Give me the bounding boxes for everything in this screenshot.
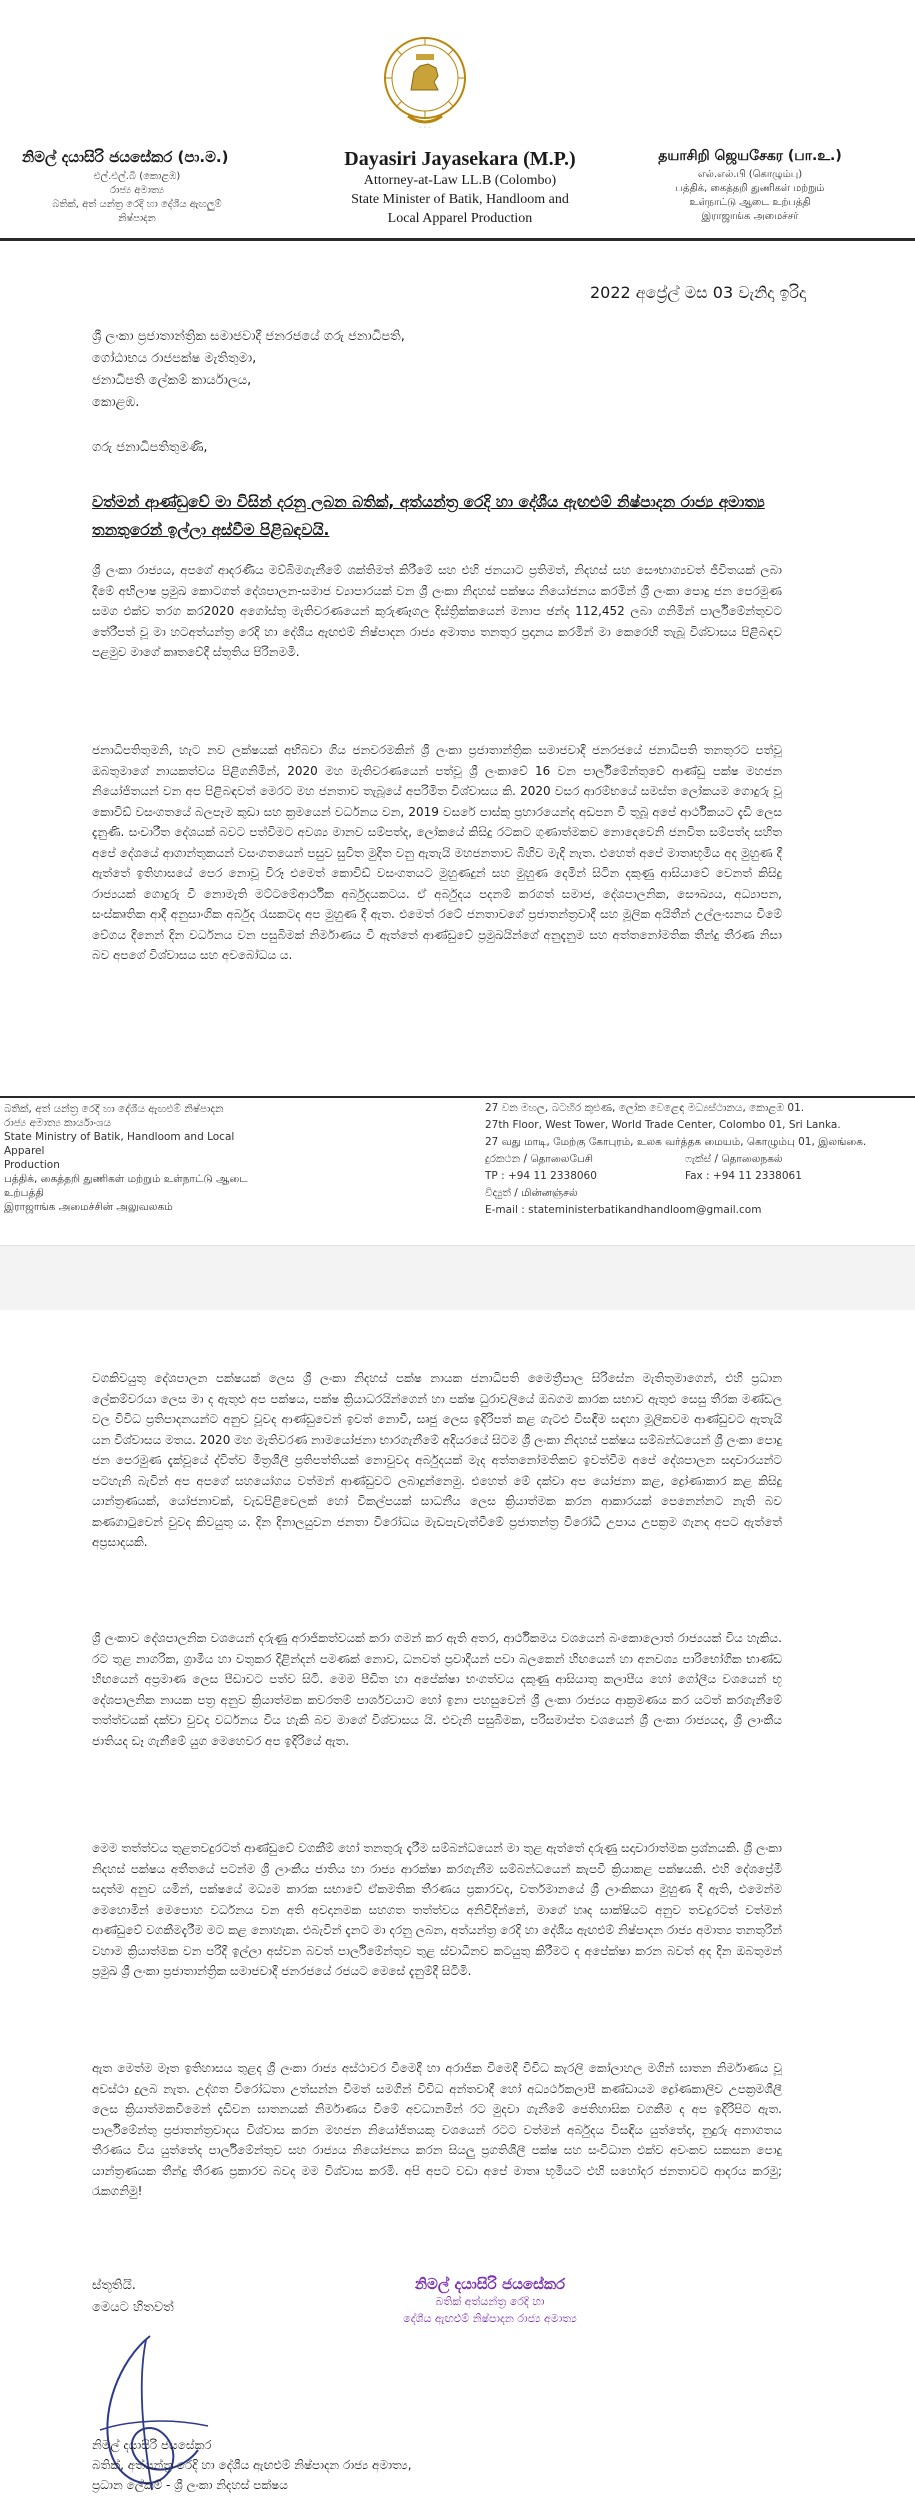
closing [92,2275,174,2319]
signatory-title: බතික්, අත්යන්ත්‍ර රෙදි හා දේශීය ඇඟළුම් නිෂ්පාදන රාජ්‍ය අමාත්‍ය, [92,2458,412,2472]
letterhead-line: உள்நாட்டு ஆடை உற்பத்தி [689,197,811,208]
footer-line: බතික්, අත් යන්ත්‍ර රෙදි හා දේශීය ඇඟළුම් නිෂ්පාදන [4,1103,224,1115]
salutation: ගරු ජනාධිපතිතුමණි, [92,440,208,455]
footer-contact [485,1100,885,1219]
letterhead-line: Attorney-at-Law LL.B (Colombo) [363,173,557,188]
stamp-line: දේශීය ඇඟළුම් නිෂ්පාදන රාජ්‍ය අමාත්‍ය [403,2312,577,2325]
body-paragraph: ඇත මෙත්ම මෑත ඉතිහාසය තුළද ශ්‍රී ලංකා රාජ්‍ය අස්ථාවර වීමෙදී හා අරාජික වීමෙදී විවිධ කැරලි කෝලාහල මගින් ඝාතන නිර්මාණය වූ අවස්ථා දුලබ නැත. උද්ගත විරෝධතා උත්සන්න වීමත් සමගින් විවිධ අන්තවාදී හෝ අධ්‍යර්ථකලාපී කණ්ඩායම ද්‍රෝණකාලිව උපක්‍රමශීලී ලෙස ක්‍රියාත්මකවීමෙන් දැඩිවන ඝාතනයක් නිර්මාණය වීමේ අවධානමින් රට මුදවා ගැනීමේ ජෙතිහාසික වගකීම ද අප ඉදිරිපිට ඇත. පාර්ලිමේන්තු ප්‍රජාතන්ත්‍රවාදය විශ්වාස කරන මහජන නියෝජිතයකු වශයෙන් රටට වත්මන් අර්බුදය විසඳිය යුත්තේද, නුදුරු අනාගතය තීරණය විය යුත්තේද පාර්ලිමේන්තුව සහ රාජ්‍යය නියෝජනය කරන සියලු ප්‍රගතිශීලී පක්ෂ සහ සංවිධාන එක්ව අවංකව සකසන පොදු යාන්ත්‍රණයක තීන්දු තීරණ ප්‍රකාරව බවද මම විශ්වාස කරමි. අපි අපට වඩා අපේ මාතෘ භූමියට එහි සහෝදර ජනතාවට ආදරය කරමු; රැකගනිමු! [92,2061,782,2198]
address-line: ජනාධිපති ලේකම් කාර්යාලය, [92,373,252,388]
footer-ministry [4,1102,264,1214]
stamp-line: බතික් අත්යන්ත්‍ර රෙදි හා [435,2295,545,2308]
footer-line: இராஜாங்க அமைச்சின் அலுவலகம் [4,1201,173,1213]
letter-page-1 [0,0,915,1245]
closing-line: ස්තූතියි. [92,2278,136,2293]
letterhead-english [305,148,615,228]
official-stamp [345,2275,635,2327]
address-line: ගෝඨාභය රාජපක්ෂ මැතිතුමා, [92,351,257,366]
fax-number: Fax : +94 11 2338061 [685,1170,802,1182]
letterhead-tamil [610,148,890,224]
body-paragraph: ශ්‍රී ලංකා රාජ්‍යය, අපගේ ආදරණීය මව්බිමගැනීමේ ශක්තිමත් කිරීමේ සහ එහි ජනයාට ප්‍රතිමත්, නිදහස් සහ සෞභාග්‍යවත් ජීවිතයක් ලබා දීමේ අභිලාෂ ප්‍රමුඛ කොටගත් දේශපාලන-සමාජ ව්‍යාපාරයක් වන ශ්‍රී ලංකා නිදහස් පක්ෂය නියෝජනය කරමින් ශ්‍රී ලංකා පොදු ජන පෙරමුණ සමග එක්ව තරග කර2020 අගෝස්තු මැතිවරණයෙන් කුරුණෑගල දිස්ත්‍රික්කයෙන් මනාප ඡන්ද 112,452 ලබා ගනිමින් පාර්ලිමේන්තුවට තේරීපත් වූ මා හටඅත්යන්ත්‍ර රෙදි හා දේශීය ඇඟළුම් නිෂ්පාදන රාජ්‍ය අමාත්‍ය තනතුර ප්‍රදානය කරමින් මා කෙරෙහි තැබූ විශ්වාසය පිළිබඳව පළමුව මාගේ කෘතවේදී ස්තූතිය පිරිනමමි. [92,563,782,659]
footer-address-en: 27th Floor, West Tower, World Trade Center, Colombo 01, Sri Lanka. [485,1119,841,1131]
letterhead-sinhala [22,148,292,226]
body-paragraph: ශ්‍රී ලංකාව දේශපාලනික වශයෙන් දරුණු අරාජිකත්වයක් කරා ගමන් කර ඇති අතර, ආර්ථිකමය වශයෙන් බංකොලොත් රාජ්‍යයක් විය හැකිය. රට තුළ නාගරික, ග්‍රාමීය හා වතුකර දිළින්දන් පමණක් නොව, ධනවත් ප්‍රවාදීයන් පවා බලකෙන් හිඟයෙන් හා අනවශ්‍ය පාරිභෝගික භාණ්ඩ හිඟයෙන් අප්‍රමාණ ලෙස පීඩාවට පත්ව සිටී. මෙම පීඩිත හා අපේක්ෂා භංගත්වය දකුණු ආසියාතු කලාපීය හෝ ගෝලීය වශයෙන් භූ දේශපාලනික නායක පත්‍ර අනුව ක්‍රියාත්මක කවරතම් පාර්ශවයාට හෝ ඉනා පහසුවෙන් ශ්‍රී ලංකා රාජ්‍යය ආක්‍රමණය කර යටත් කරගැනීමේ තත්ත්වයක් දක්වා වුවද වර්ධනය විය හැකි බව මාගේ විශ්වාසය යි. එවැනි පසුබිමක, පරිසමාප්ත වශයෙන් ශ්‍රී ලංකා රාජ්‍යයද, ශ්‍රී ලාංකීය ජාතියද ඩෑ ගැනීමේ යුග මෙහෙවර අප ඉදිරියේ ඇත. [92,1631,782,1748]
sri-lanka-emblem-icon [378,32,472,132]
letterhead-line: Local Apparel Production [387,211,533,226]
letterhead-line: இராஜாங்க அமைச்சர் [701,211,799,222]
footer-line: Production [4,1159,60,1171]
svg-text:◦ ◦ ◦: ◦ ◦ ◦ [418,125,432,131]
address-line: ශ්‍රී ලංකා ප්‍රජාතාන්ත්‍රික සමාජවාදී ජනරජයේ ගරු ජනාධිපති, [92,329,405,344]
email-label: විද්‍යුත් / மின்னஞ்சல் [485,1187,578,1199]
footer-line: රාජ්‍ය අමාත්‍ය කාර්යාංශය [4,1117,112,1129]
letterhead-line: බතික්, අත් යන්ත්‍ර රෙදි හා දේශීය ඇඟලුම් [52,199,222,210]
letterhead-line: එල්.එල්.බී (කොළඹ) [93,171,181,182]
minister-name-sinhala: නිමල් දයාසිරි ජයසේකර (පා.ම.) [22,148,229,166]
recipient-address [92,326,405,414]
signatory-name: නිමල් දයාසිරි ජයසේකර [92,2438,212,2452]
letterhead-line: எல்.எல்.பி (கொழும்பு) [697,169,803,180]
signatory-title: ප්‍රධාන ලේකම් - ශ්‍රී ලංකා නිදහස් පක්ෂය [92,2478,288,2492]
tel-number: TP : +94 11 2338060 [485,1170,597,1182]
fax-label: ෆැක්ස් / தொலைநகல் [685,1153,783,1165]
signatory-block [92,2435,412,2495]
letter-page-2 [0,1310,915,2512]
footer-divider [0,1096,915,1098]
footer-line: State Ministry of Batik, Handloom and Local Apparel [4,1131,235,1157]
footer-address-ta: 27 வது மாடி, மேற்கு கோபுரம், உலக வர்த்தக மையம், கொழும்பு 01, இலங்கை. [485,1136,867,1148]
minister-name-english: Dayasiri Jayasekara (M.P.) [344,148,576,170]
page-gap [0,1245,915,1312]
body-paragraph: මෙම තත්ත්වය තුළතවදුරටත් ආණ්ඩුවේ වගකීම් හෝ තනතුරු දැරීම සම්බන්ධයෙන් මා තුළ ඇත්තේ දරුණු සදාචාරාත්මක ප්‍රශ්නයකි. ශ්‍රී ලංකා නිදහස් පක්ෂය අතීතයේ පටන්ම ශ්‍රී ලාංකීය ජාතිය හා රාජ්‍ය ආරක්ෂා කරගැනීම සම්බන්ධයෙන් කැපවී ක්‍රියාකළ පක්ෂයකි. එහි දේශප්‍රේමී සදාත්‍ම අනුව යමින්, පක්ෂයේ මධ්‍යම කාරක සභාවේ ඒකමතික තීරණය ප්‍රකාරවද, වර්තමානයේ ශ්‍රී ලාංකිකයා මුහුණ දී ඇති, එමෙන්ම මෙහොමින් මෙපොහ වර්ධනය වන අති අවදානමක සහගත තත්ත්වය අනිවිදින්නේ, මාගේ හෘද සාක්ෂියට අනුව තවදුරටත් වත්මන් ආණ්ඩුවේ වගකීමදැරීම මට කළ නොහැක. එබැවින් දැනට මා දරනු ලබන, අත්යන්ත්‍ර රෙදි හා දේශීය ඇඟළුම් නිෂ්පාදන රාජ්‍ය අමාත්‍ය තනතුරින් වහාම ක්‍රියාත්මක වන පරිදී ඉල්ලා අස්වන බවත් පාර්ලිමේන්තුව තුළ ස්වාධීනව කටයුතු කිරීමට ද අපේක්ෂා කරන බවත් අද දින ඔබතුමන් ප්‍රමුඛ ශ්‍රී ලංකා ප්‍රජාතාන්ත්‍රික සමාජවාදී ජනරජයේ රජයට මෙසේ දැනුම්දී සිටිමි. [92,1841,782,1978]
address-line: කොළඹ. [92,395,140,410]
tel-label: දුරකථන / தொலைபேசி [485,1153,594,1165]
body-paragraph: ජනාධිපතිතුමනි, හැට නව ලක්ෂයක් අභිබවා ගිය ජනවරමකින් ශ්‍රී ලංකා ප්‍රජාතාන්ත්‍රික සමාජවාදී ජනරජයේ ජනාධිපති තනතුරට පත්වූ ඔබතුමාගේ නායකත්වය පිළිගනිමින්, 2020 මහ මැතිවරණයෙන් පත්වූ ශ්‍රී ලංකාවේ 16 වන පාර්ලිමේන්තුවේ ආණ්ඩු පක්ෂ මහජන නියෝජිතයන් වන අප පිළිබඳවත් මෙරට මහ ජනතාව තැබූයේ අපරිමිත විශ්වාසය කි. 2020 වසර ආරම්භයේ සමස්ත ලෝකයම ගොදුරු වූ කොවිඩ් වසංගතයේ බලපෑම කුඩා සහ ක්‍රමයෙන් වර්ධනය වන, 2019 වසරේ පාස්කු ප්‍රහාරයෙන්ද අඩපන වී තුබූ අපේ ආර්ථිකයට දැඩි ලෙස දැනුණි. සංචාරීත දේශයක් බවට පත්විමට අවශ්‍ය මානව සම්පත්ද, ලෝකයේ කිසිදු රටකට ගුණාත්මකව නොදෙවෙනි ජනවිත සම්පත්ද සහිත අපේ දේශයේ ආගාන්තුකයන් වසංගතයෙන් පසුව සුවිත මුදිත වනු ඇතැයි මහජනතාව බිහිව මැදි නැත. එහෙත් අපේ මාතෘභූමිය අද මුහුණ දී ඇත්තේ ඉතිහාසයේ පෙර නොවූ විරූ එමෙත් කොවිඩ් වසංගතයට මුහුණදුන් සහ මුහුණ දෙමින් සිටින දකුණු ආසියාවේ වෙනත් කිසිදු රාජ්‍යයක් ගොදුරු වී නොමැති මට්ටමේආර්ථික අර්බුදයකටය. ඒ අර්බුදය පදනම් කරගත් සමාජ, දේශපාලනික, සෞඛ්‍යය, අධ්‍යාපන, සංස්කෘතික ආදී අනුසාංගික අර්බුද රැසකටද අප මුහුණ දී ඇත. එමෙත් රටේ ජනතාවගේ ප්‍රජාතන්ත්‍රවාදී සහ මූලික අයිතීන් උල්ලංඝනය වීමේ වේගය දිනෙන් දින වර්ධනය වන පසුබිමක් නිර්මාණය වී ඇත්තේ ආණ්ඩුවේ ප්‍රමුඛයින්ගේ අනුදැනුම සහ අත්තනෝමතික තීන්දු තීරණ නිසා බව අපගේ විශ්වාසය සහ අවබෝධය ය. [92,743,782,962]
letterhead [0,0,915,240]
minister-name-tamil: தயாசிறி ஜெயசேகர (பா.உ.) [658,148,842,164]
letterhead-line: பத்திக், கைத்தறி துணிகள் மற்றும் [675,183,825,194]
footer-address-si: 27 වන මහල, බටහිර කුළුණ, ලෝක වෙළෙඳ මධ්‍යස්ථානය, කොළඹ 01. [485,1102,805,1114]
letter-date: 2022 අප්‍රේල් මස 03 වැනිදා ඉරිදා [590,283,807,302]
footer-line: பத்திக், கைத்தறி துணிகள் மற்றும் உள்நாட்டு ஆடை உற்பத்தி [4,1173,248,1199]
letter-subject: වත්මන් ආණ්ඩුවේ මා විසින් දරනු ලබන බතික්, අත්යන්ත්‍ර රෙදි හා දේශීය ඇඟළුම් නිෂ්පාදන රාජ්‍ය අමාත්‍ය තනතුරෙන් ඉල්ලා අස්වීම පිළිබඳවයි. [92,493,765,539]
closing-line: මෙයට හිතවත් [92,2300,174,2315]
letterhead-line: State Minister of Batik, Handloom and [351,192,569,207]
stamp-name: නිමල් දයාසිරි ජයසේකර [414,2275,566,2293]
letterhead-line: රාජ්‍ය අමාත්‍ය [110,185,164,196]
body-paragraph: වගකිවයුතු දේශපාලන පක්ෂයක් ලෙස ශ්‍රී ලංකා නිදහස් පක්ෂ නායක ජනාධිපති මෛත්‍රීපාල සිරිසේන මැතිතුමාගෙන්, එහි ප්‍රධාන ලේකම්වරයා ලෙස මා ද ඇතුළු අප පක්ෂය, පක්ෂ ක්‍රියාධරයින්ගෙන් හා පක්ෂ ධුරාවලියේ ඔබගම කාරක සභාව ඇතුළු සෙසු තීරක මණ්ඩල වල විවිධ ප්‍රතිපාදනයන්ට අනුව වූවද ආණ්ඩුවෙන් ඉවත් නොවී, සෘජු ලෙස ඉදිරිපත් කළ ගැටළු විසඳීම සඳහා මූලිකවම ආණ්ඩුවට ඇතැයි යන විශ්වාසය මතය. 2020 මහ මැතිවරණ නාමයෝජනා භාරගැනීමේ අදියරයේ සිටම ශ්‍රී ලංකා නිදහස් පක්ෂය සම්බන්ධයෙන් ශ්‍රී ලංකා පොදු ජන පෙරමුණ දැක්වූයේ ද්විත්ව මිත්‍රශීලී ප්‍රතිපත්තියක් නොවුවද අර්බුදයක් මැද අත්තනෝමතිකව ඉවත්වීම අපේ දේශපාලන සදාචාරයන්ට පටහැනි බැවින් අප අපගේ සහයෝගය වත්මන් ආණ්ඩුවට ලබාදුන්නෙමු. එහෙත් මේ දක්වා අප යෝජනා කළ, ද්‍රෝණාකාර කළ කිසිදු යාන්ත්‍රණයක්, යෝජනාවක්, වැඩපිළිවෙලක් හෝ විකල්පයක් සාධනීය ලෙස ක්‍රියාත්මක කරන ආකාරයක් පෙනෙන්නට නැති බව කණගාටුවෙන් වුවද කිවයුතු ය. දින දිනාලයුවන ජනතා විරෝධය මැඩපැවැත්වීමේ ප්‍රජාතන්ත්‍ර විරෝධී උපාය උපක්‍රම ගැනද අපට ඇත්තේ අප්‍රසාදයකි. [92,1371,783,1549]
letterhead-line: නිෂ්පාදන [118,213,156,224]
letterhead-divider [0,238,915,241]
email-address: E-mail : stateministerbatikandhandloom@gmail.com [485,1204,762,1216]
